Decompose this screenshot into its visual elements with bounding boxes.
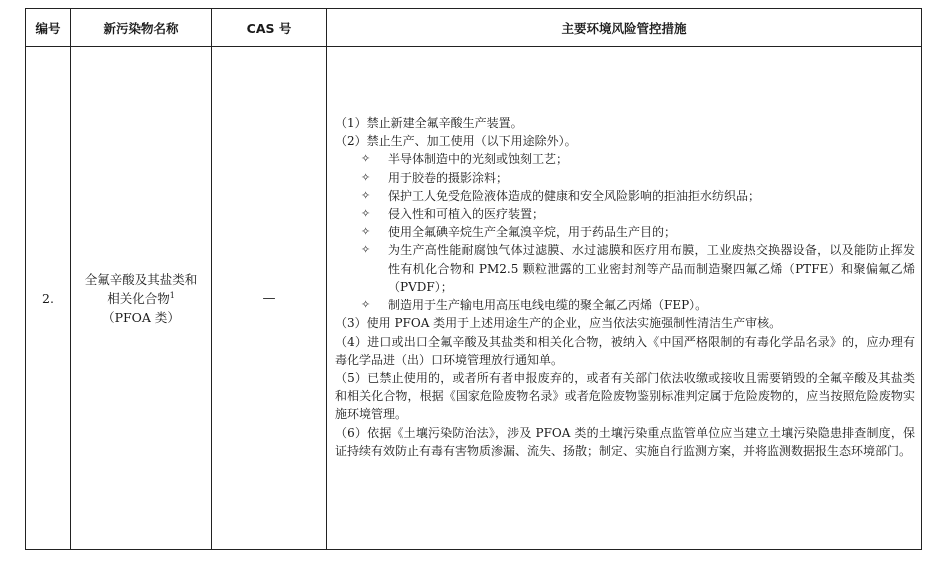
list-item: ✧ 侵入性和可植入的医疗装置； [361, 205, 915, 223]
row-number: 2. [26, 47, 71, 550]
measure-1: （1）禁止新建全氟辛酸生产装置。 [335, 116, 523, 131]
list-item: ✧ 保护工人免受危险液体造成的健康和安全风险影响的拒油拒水纺织品； [361, 187, 915, 205]
list-item: ✧ 为生产高性能耐腐蚀气体过滤膜、水过滤膜和医疗用布膜，工业废热交换器设备，以及能防止挥发性有机化合物和 PM2.5 颗粒泄露的工业密封剂等产品而制造聚四氟乙烯（PTFE）和聚偏氟乙烯（PVDF）； [361, 241, 915, 296]
measure-5: （5）已禁止使用的，或者所有者申报废弃的，或者有关部门依法收缴或接收且需要销毁的全氟辛酸及其盐类和相关化合物，根据《国家危险废物名录》或者危险废物鉴别标准判定属于危险废物的，应当按照危险废物实施环境管理。 [335, 370, 915, 422]
pollutant-name-line2: 相关化合物 [107, 290, 170, 306]
pollutant-name [71, 47, 212, 550]
measure-4: （4）进口或出口全氟辛酸及其盐类和相关化合物，被纳入《中国严格限制的有毒化学品名录》的，应办理有毒化学品进（出）口环境管理放行通知单。 [335, 334, 915, 367]
measure-6: （6）依据《土壤污染防治法》，涉及 PFOA 类的土壤污染重点监管单位应当建立土壤污染隐患排查制度，保证持续有效防止有毒有害物质渗漏、流失、扬散；制定、实施自行监测方案，并将监测数据报生态环境部门。 [335, 425, 915, 458]
exemption-list [335, 150, 915, 314]
pollutant-name-line1: 全氟辛酸及其盐类和 [84, 271, 198, 287]
header-cas-number: CAS 号 [212, 9, 327, 47]
table-row [26, 47, 922, 550]
cas-number: — [212, 47, 327, 550]
header-number: 编号 [26, 9, 71, 47]
bottom-spacer [335, 460, 915, 482]
list-item: ✧ 使用全氟碘辛烷生产全氟溴辛烷，用于药品生产目的； [361, 223, 915, 241]
header-risk-measures: 主要环境风险管控措施 [327, 9, 922, 47]
footnote-marker: 1 [169, 290, 175, 300]
measure-3: （3）使用 PFOA 类用于上述用途生产的企业，应当依法实施强制性清洁生产审核。 [335, 316, 782, 331]
list-item: ✧ 半导体制造中的光刻或蚀刻工艺； [361, 150, 915, 168]
list-item: ✧ 用于胶卷的摄影涂料； [361, 169, 915, 187]
risk-measures [327, 47, 922, 550]
list-item: ✧ 制造用于生产输电用高压电线电缆的聚全氟乙丙烯（FEP）。 [361, 296, 915, 314]
pollutant-name-line3: （PFOA 类） [102, 309, 180, 325]
measure-2: （2）禁止生产、加工使用（以下用途除外）。 [335, 134, 577, 149]
header-pollutant-name: 新污染物名称 [71, 9, 212, 47]
pollutant-measures-table [25, 8, 922, 550]
header-row [26, 9, 922, 47]
